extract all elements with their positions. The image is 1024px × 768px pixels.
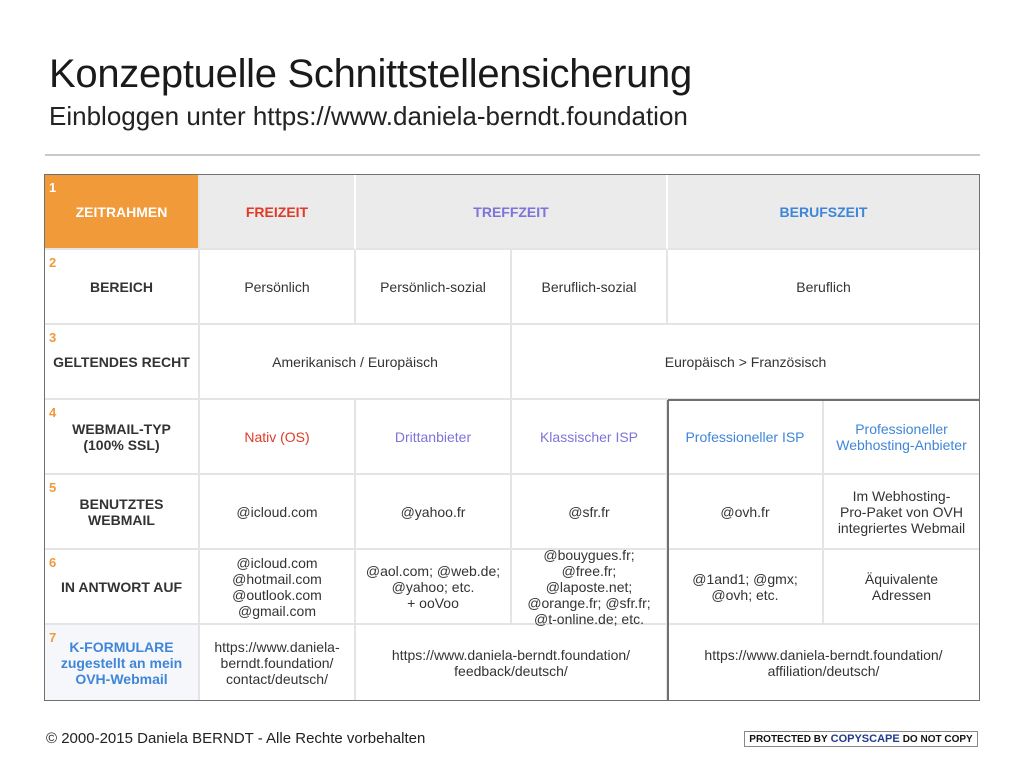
cell-text: Persönlich-sozial — [380, 278, 486, 295]
table-cell-bereich — [200, 250, 356, 325]
row-header-label: GELTENDES RECHT — [53, 353, 190, 370]
cell-text: FREIZEIT — [245, 203, 309, 220]
cell-text: Professioneller Webhosting-Anbieter — [836, 420, 967, 453]
table-cell-zeitrahmen — [356, 175, 668, 250]
title-divider — [45, 154, 980, 156]
cell-text: Beruflich-sozial — [541, 278, 637, 295]
row-header-k-formulare — [45, 625, 200, 700]
table-cell-benutztes-webmail — [200, 475, 356, 550]
row-header-label: K-FORMULARE zugestellt an mein OVH-Webmail — [60, 638, 183, 687]
page-title: Konzeptuelle Schnittstellensicherung — [49, 52, 692, 96]
table-cell-webmail-typ — [512, 400, 668, 475]
cell-text: Nativ (OS) — [244, 428, 310, 445]
table-cell-zeitrahmen — [200, 175, 356, 250]
table-cell-benutztes-webmail — [824, 475, 979, 550]
row-number: 4 — [49, 405, 57, 420]
row-header-label: BEREICH — [89, 278, 153, 295]
badge-suffix: DO NOT COPY — [902, 733, 973, 745]
cell-text: Klassischer ISP — [539, 428, 639, 445]
table-cell-bereich — [668, 250, 979, 325]
table-cell-k-formulare — [668, 625, 979, 700]
table-cell-benutztes-webmail — [356, 475, 512, 550]
table-cell-in-antwort-auf — [824, 550, 979, 625]
table-cell-geltendes-recht — [512, 325, 979, 400]
row-header-in-antwort-auf — [45, 550, 200, 625]
table-cell-k-formulare — [356, 625, 668, 700]
row-number: 3 — [49, 330, 57, 345]
row-number: 2 — [49, 255, 57, 270]
row-header-label: IN ANTWORT AUF — [60, 578, 183, 595]
cell-text: @icloud.com @hotmail.com @outlook.com @gmail.com — [232, 554, 322, 619]
table-cell-webmail-typ — [668, 400, 824, 475]
copyright-notice: © 2000-2015 Daniela BERNDT - Alle Rechte vorbehalten — [46, 730, 426, 747]
interface-table — [44, 174, 980, 701]
cell-text: Europäisch > Französisch — [664, 353, 827, 370]
cell-text: @bouygues.fr; @free.fr; @laposte.net; @orange.fr; @sfr.fr; @t-online.de; etc. — [527, 546, 651, 627]
cell-text: https://www.daniela-berndt.foundation/ feedback/deutsch/ — [391, 646, 631, 679]
badge-prefix: PROTECTED BY — [749, 733, 828, 745]
copyscape-badge[interactable] — [744, 731, 978, 747]
cell-text: Im Webhosting- Pro-Paket von OVH integriertes Webmail — [837, 487, 966, 536]
row-number: 5 — [49, 480, 57, 495]
row-number: 1 — [49, 180, 57, 195]
row-header-bereich — [45, 250, 200, 325]
cell-text: Amerikanisch / Europäisch — [272, 353, 438, 370]
table-cell-in-antwort-auf — [356, 550, 512, 625]
badge-brand: COPYSCAPE — [830, 733, 900, 745]
cell-text: Äquivalente Adressen — [864, 570, 939, 603]
table-cell-webmail-typ — [824, 400, 979, 475]
cell-text: Beruflich — [796, 278, 851, 295]
cell-text: Persönlich — [244, 278, 310, 295]
table-cell-bereich — [512, 250, 668, 325]
row-separator-line — [668, 399, 979, 401]
cell-text: Professioneller ISP — [685, 428, 805, 445]
cell-text: @aol.com; @web.de; @yahoo; etc. + ooVoo — [365, 562, 501, 611]
table-cell-webmail-typ — [356, 400, 512, 475]
cell-text: Drittanbieter — [394, 428, 472, 445]
table-cell-benutztes-webmail — [668, 475, 824, 550]
table-cell-k-formulare — [200, 625, 356, 700]
cell-text: @1and1; @gmx; @ovh; etc. — [692, 570, 798, 603]
cell-text: BERUFSZEIT — [779, 203, 868, 220]
cell-text: https://www.daniela- berndt.foundation/ contact/deutsch/ — [214, 638, 340, 687]
row-header-label: ZEITRAHMEN — [75, 203, 168, 220]
table-cell-bereich — [356, 250, 512, 325]
row-header-zeitrahmen — [45, 175, 200, 250]
table-cell-webmail-typ — [200, 400, 356, 475]
row-header-label: WEBMAIL-TYP (100% SSL) — [72, 420, 171, 453]
table-cell-geltendes-recht — [200, 325, 512, 400]
row-header-label: BENUTZTES WEBMAIL — [79, 495, 164, 528]
table-cell-in-antwort-auf — [512, 546, 668, 627]
table-cell-in-antwort-auf — [200, 550, 356, 625]
cell-text: @yahoo.fr — [400, 503, 466, 520]
column-separator-line — [667, 400, 669, 700]
cell-text: TREFFZEIT — [473, 203, 549, 220]
row-header-benutztes-webmail — [45, 475, 200, 550]
table-cell-zeitrahmen — [668, 175, 979, 250]
row-number: 7 — [49, 630, 57, 645]
table-cell-in-antwort-auf — [668, 550, 824, 625]
cell-text: @icloud.com — [236, 503, 318, 520]
row-header-geltendes-recht — [45, 325, 200, 400]
row-header-webmail-typ — [45, 400, 200, 475]
page-subtitle: Einbloggen unter https://www.daniela-berndt.foundation — [49, 101, 688, 131]
cell-text: @sfr.fr — [568, 503, 610, 520]
table-cell-benutztes-webmail — [512, 475, 668, 550]
cell-text: https://www.daniela-berndt.foundation/ affiliation/deutsch/ — [704, 646, 943, 679]
cell-text: @ovh.fr — [720, 503, 770, 520]
row-number: 6 — [49, 555, 57, 570]
